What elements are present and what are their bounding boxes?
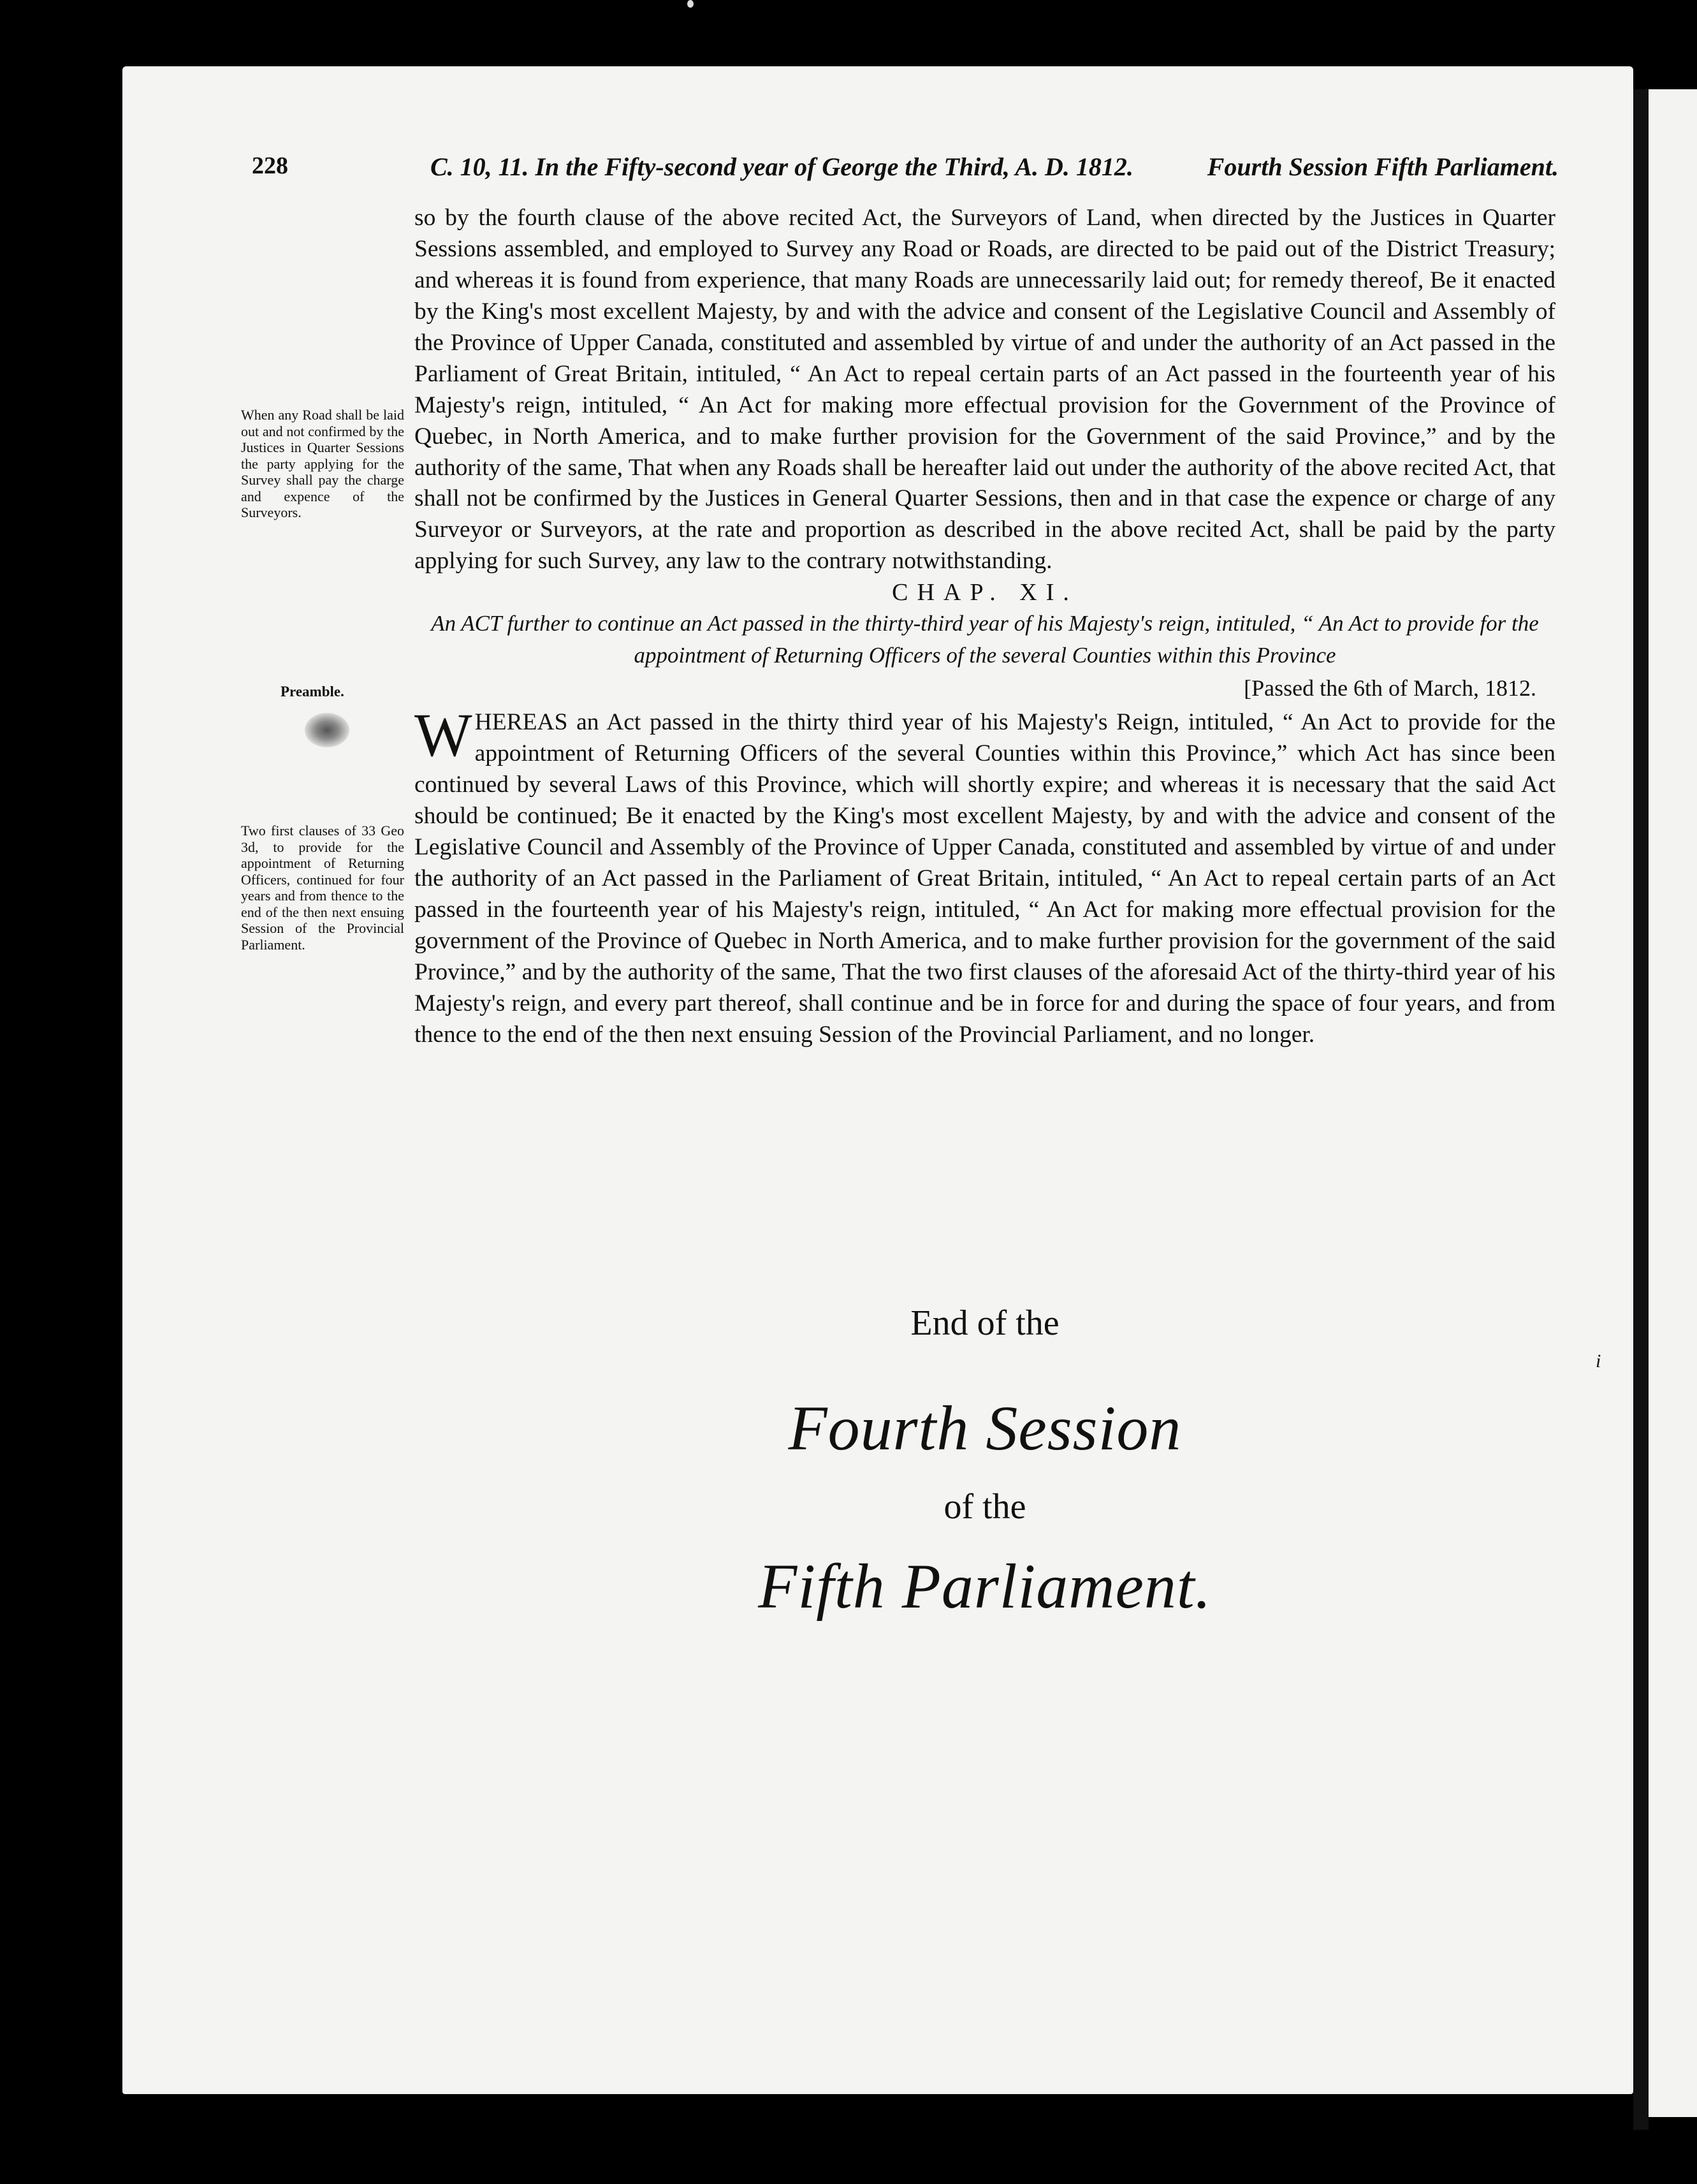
page-number: 228 [252,152,288,179]
drop-cap: W [414,701,472,770]
chapter-xi-enactment [414,701,1555,1050]
enactment-text: HEREAS an Act passed in the thirty third year of his Majesty's Reign, intituled, “ An Act to provide for the appointment of Returning Officers of the several Counties within this Province,” which Act has since been continued by several Laws of this Province, which will shortly expire; and whereas it is necessary that the said Act should be continued; Be it enacted by the King's most excellent Majesty, by and with the advice and consent of the Legislative Council and Assembly of the Province of Upper Canada, constituted and assembled by virtue of and under the authority of an Act passed in the Parliament of Great Britain, intituled, “ An Act to repeal certain parts of an Act passed in the fourteenth year of his Majesty's reign, intituled, “ An Act for making more effectual provision for the government of the Province of Quebec in North America, and to make further provision for the government of the said Province,” and by the authority of the same, That the two first clauses of the aforesaid Act of the thirty-third year of his Majesty's reign, and every part thereof, shall continue and be in force for and during the space of four years, and from thence to the end of the then next ensuing Session of the Provincial Parliament, and no longer. [414,709,1555,1048]
colophon-line-of-the: of the [943,1487,1026,1527]
colophon-line-end-of-the: End of the [910,1303,1060,1343]
colophon-line-fifth-parliament: Fifth Parliament. [758,1551,1212,1622]
chapter-x-continuation: so by the fourth clause of the above recited Act, the Surveyors of Land, when directed by the Justices in Quarter Sessions assembled, and employed to Survey any Road or Roads, are directed to be paid out of the District Treasury; and whereas it is found from experience, that many Roads are unnecessarily laid out; for remedy thereof, Be it enacted by the King's most excellent Majesty, by and with the advice and consent of the Legislative Council and Assembly of the Province of Upper Canada, constituted and assembled by virtue of and under the authority of an Act passed in the Parliament of Great Britain, intituled, “ An Act to repeal certain parts of an Act passed in the fourteenth year of his Majesty's reign, intituled, “ An Act for making more effectual provision for the Government of the Province of Quebec, in North America, and to make further provision for the Government of the said Province,” and by the authority of the same, That when any Roads shall be hereafter laid out under the authority of the above recited Act, that shall not be confirmed by the Justices in General Quarter Sessions, then and in that case the expence or charge of any Surveyor or Surveyors, at the rate and proportion as described in the above recited Act, shall be paid by the party applying for such Survey, any law to the contrary notwithstanding. [414,205,1555,575]
margin-note-preamble: Preamble. [280,684,344,700]
end-of-session-colophon [663,1301,1307,1625]
statute-text [414,203,1555,1051]
adjacent-page-edge [1649,89,1697,2117]
running-title: C. 10, 11. In the Fifty-second year of George the Third, A. D. 1812. [430,152,1133,181]
margin-note-clauses: Two first clauses of 33 Geo 3d, to provide for the appointment of Returning Officers, continued for four years and from thence to the end of the then next ensuing Session of the Provincial Parliament. [241,823,404,953]
running-header [252,152,1559,190]
edge-mark: i [1596,1351,1601,1372]
colophon-line-fourth-session: Fourth Session [788,1393,1182,1463]
film-speck [687,0,694,8]
page-gutter [1633,89,1649,2130]
act-title: An ACT further to continue an Act passed in the thirty-third year of his Majesty's reign, intituled, “ An Act to provide for the appointment of Returning Officers of the several Counties within this Province [431,611,1539,668]
running-session: Fourth Session Fifth Parliament. [1207,152,1559,181]
chapter-heading: CHAP. XI. [892,579,1078,606]
margin-note-roads: When any Road shall be laid out and not confirmed by the Justices in Quarter Sessions the party applying for the Survey shall pay the charge and expence of the Surveyors. [241,407,404,520]
passed-date: [Passed the 6th of March, 1812. [1244,675,1536,701]
ink-blot [305,713,349,747]
